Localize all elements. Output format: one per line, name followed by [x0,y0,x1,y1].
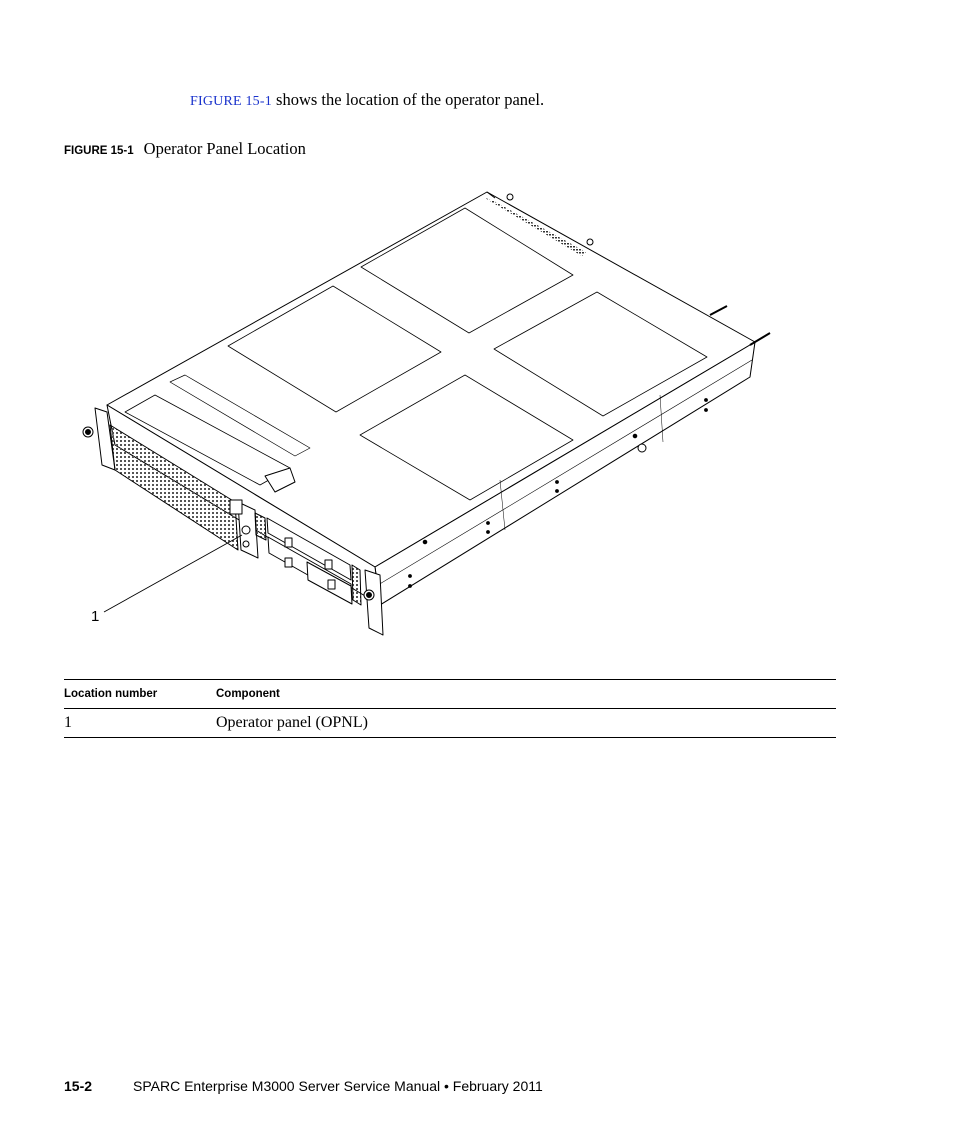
server-illustration [60,180,800,650]
figure-xref-link[interactable]: FIGURE 15-1 [190,94,272,109]
cell-component: Operator panel (OPNL) [216,714,368,731]
figure-title: Operator Panel Location [143,139,306,158]
callout-leader-line [104,535,242,612]
intro-paragraph [190,90,544,110]
intro-text: shows the location of the operator panel. [271,90,545,109]
header-component: Component [216,688,280,700]
header-location-number: Location number [64,688,158,700]
figure-label: FIGURE 15-1 [64,145,134,157]
location-table [64,679,836,738]
table-row [64,709,836,738]
page-number: 15-2 [64,1078,93,1094]
footer-text: SPARC Enterprise M3000 Server Service Manual • February 2011 [133,1078,543,1094]
table-header-row [64,679,836,709]
cell-location-number: 1 [64,714,72,731]
page-footer [64,1078,543,1094]
figure-caption [64,139,306,159]
callout-number: 1 [91,608,100,625]
rack-ear-right [365,570,383,635]
